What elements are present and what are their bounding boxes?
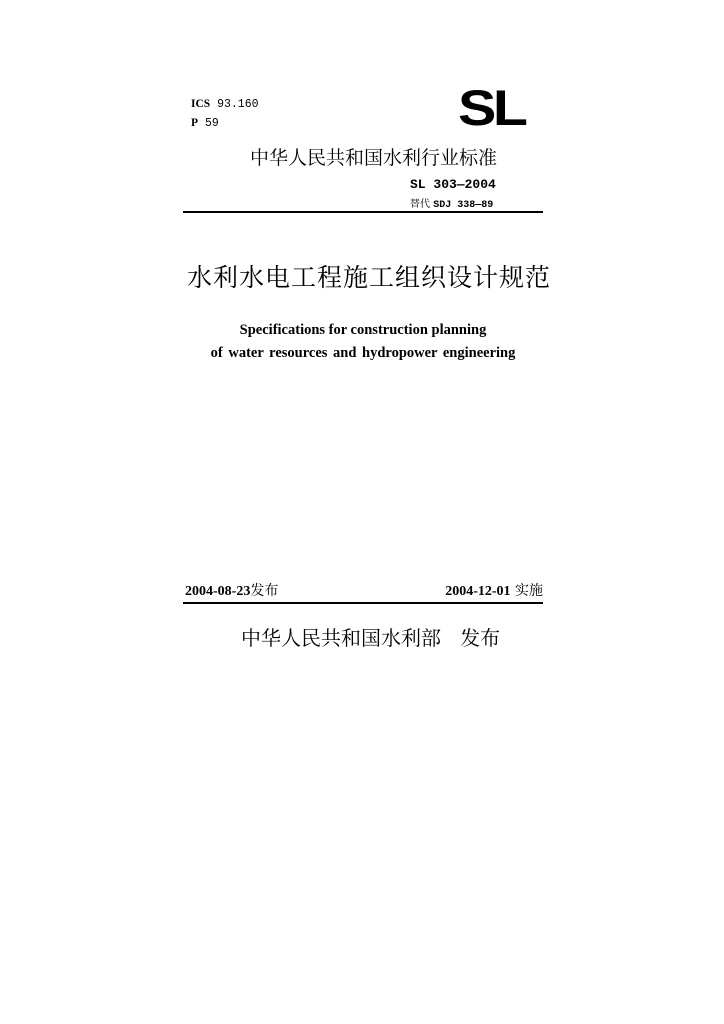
p-label: P [191,117,199,129]
ics-code [191,98,259,111]
title-chinese: 水利水电工程施工组织设计规范 [187,263,552,292]
replaces-label: 替代 [410,199,430,210]
p-code [191,117,219,130]
implement-label: 实施 [515,583,543,599]
title-english-line-2: of water resources and hydropower engineering [210,345,516,361]
implement-date: 2004-12-01 [445,584,511,599]
ics-value: 93.160 [217,98,259,111]
title-english-line-1: Specifications for construction planning [239,322,487,338]
ics-label: ICS [191,98,211,110]
standard-number: SL 303—2004 [410,177,496,192]
issue-label: 发布 [250,583,279,599]
top-divider [183,211,543,213]
bottom-divider [183,602,543,604]
publisher-name: 中华人民共和国水利部 [241,626,441,650]
standard-category: 中华人民共和国水利行业标准 [250,147,498,169]
issue-date: 2004-08-23 [185,584,251,599]
sl-logo: SL [458,80,525,136]
publisher-line [241,622,500,651]
issue-date-line [185,580,278,600]
p-value: 59 [204,117,219,130]
replaces-line [410,195,493,211]
implement-date-line [445,580,543,600]
publisher-action: 发布 [460,626,501,650]
replaces-code: SDJ 338—89 [433,200,494,211]
